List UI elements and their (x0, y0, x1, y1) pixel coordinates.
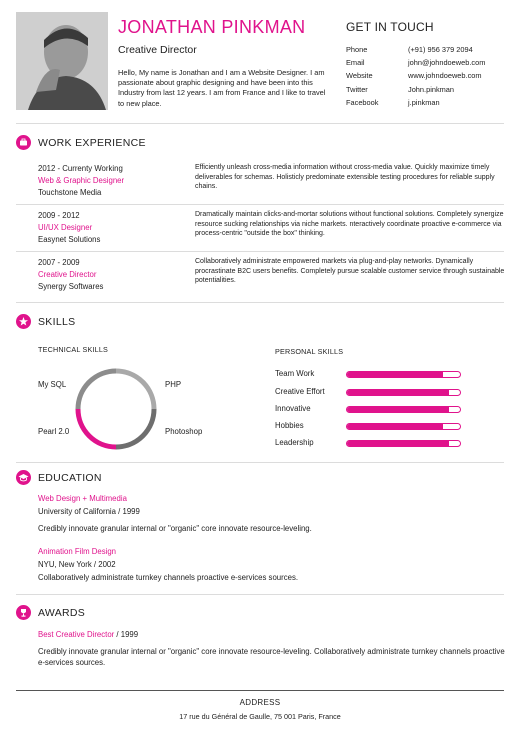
graduation-cap-icon (16, 470, 31, 485)
skill-bar (346, 371, 461, 378)
personal-skill-label: Leadership (275, 438, 314, 447)
skill-bar (346, 440, 461, 447)
contact-label: Website (346, 71, 373, 80)
contact-phone (346, 45, 516, 57)
job-divider (16, 251, 504, 252)
work-divider (16, 302, 504, 303)
contact-value[interactable]: John.pinkman (408, 85, 455, 94)
award-line (38, 630, 138, 639)
contact-facebook[interactable] (346, 98, 516, 110)
education-description: Collaboratively administrate turnkey channels proactive e-services sources. (38, 573, 299, 582)
skill-bar-fill (347, 407, 449, 412)
personal-skills-title: PERSONAL SKILLS (275, 347, 344, 356)
job-company: Synergy Softwares (38, 282, 104, 291)
profile-photo-image (16, 12, 108, 110)
skill-bar (346, 389, 461, 396)
trophy-icon (16, 605, 31, 620)
contact-value[interactable]: j.pinkman (408, 98, 440, 107)
education-title: Animation Film Design (38, 547, 116, 556)
job-description: Collaboratively administrate empowered markets via plug-and-play networks. Dynamically procrastinate B2C users benefits. Completely pursue scalable customer service through sustainable potentialities. (195, 258, 505, 285)
personal-skill-label: Creative Effort (275, 387, 325, 396)
star-icon (16, 314, 31, 329)
education-title: Web Design + Multimedia (38, 494, 127, 503)
contact-value[interactable]: www.johndoeweb.com (408, 71, 482, 80)
skills-section-title: SKILLS (38, 316, 76, 328)
personal-skill-label: Team Work (275, 369, 315, 378)
job-company: Touchstone Media (38, 188, 102, 197)
job-role: Creative Director (38, 270, 97, 279)
footer-divider (16, 690, 504, 691)
contact-label: Phone (346, 45, 368, 54)
ring-segment (116, 371, 154, 409)
job-company: Easynet Solutions (38, 235, 101, 244)
candidate-role: Creative Director (118, 44, 197, 56)
personal-skill-label: Hobbies (275, 421, 304, 430)
job-divider (16, 204, 504, 205)
contact-twitter[interactable] (346, 85, 516, 97)
job-role: Web & Graphic Designer (38, 176, 125, 185)
job-role: UI/UX Designer (38, 223, 93, 232)
contact-title: GET IN TOUCH (346, 20, 434, 34)
technical-skills-title: TECHNICAL SKILLS (38, 345, 109, 354)
tech-skill-label: Pearl 2.0 (38, 427, 70, 436)
job-description: Efficiently unleash cross-media information without cross-media value. Quickly maximize timely deliverables for schemas. Holisticly predominate extensible testing procedures for reliable supply chains. (195, 164, 495, 191)
tech-skill-label: PHP (165, 380, 182, 389)
skill-bar (346, 423, 461, 430)
skill-bar-fill (347, 424, 443, 429)
skill-bar (346, 406, 461, 413)
award-year: / 1999 (114, 630, 139, 639)
skill-bar-fill (347, 372, 443, 377)
footer-title: ADDRESS (239, 698, 281, 707)
education-place: NYU, New York / 2002 (38, 560, 116, 569)
ring-segment (116, 409, 154, 447)
ring-segment (78, 409, 116, 447)
tech-skill-label: My SQL (38, 380, 67, 389)
profile-photo (16, 12, 108, 110)
header-divider (16, 123, 504, 124)
skills-divider (16, 462, 504, 463)
ring-segment (78, 371, 116, 409)
contact-label: Facebook (346, 98, 379, 107)
skill-bar-fill (347, 390, 449, 395)
job-date: 2007 - 2009 (38, 258, 80, 267)
contact-label: Email (346, 58, 365, 67)
contact-website[interactable] (346, 71, 516, 83)
contact-label: Twitter (346, 85, 368, 94)
job-date: 2009 - 2012 (38, 211, 80, 220)
contact-value: (+91) 956 379 2094 (408, 45, 473, 54)
job-date: 2012 - Currenty Working (38, 164, 123, 173)
contact-value[interactable]: john@johndoeweb.com (408, 58, 486, 67)
contact-email[interactable] (346, 58, 516, 70)
awards-section-title: AWARDS (38, 607, 86, 619)
award-description: Credibly innovate granular internal or "organic" core innovate resource-leveling. Collaboratively administrate turnkey channels proactive e-services sources. (38, 647, 505, 667)
tech-skill-label: Photoshop (165, 427, 203, 436)
personal-skill-label: Innovative (275, 404, 311, 413)
education-description: Credibly innovate granular internal or "organic" core innovate resource-leveling. (38, 524, 312, 533)
skill-bar-fill (347, 441, 449, 446)
education-place: University of California / 1999 (38, 507, 140, 516)
briefcase-icon (16, 135, 31, 150)
footer-address: 17 rue du Général de Gaulle, 75 001 Paris, France (179, 712, 341, 721)
technical-skills-ring (74, 367, 158, 451)
education-divider (16, 594, 504, 595)
candidate-name: JONATHAN PINKMAN (118, 17, 306, 37)
job-description: Dramatically maintain clicks-and-mortar solutions without functional solutions. Completely synergize resource sucking relationships via niche markets. nteractively coordinate proactive e-commerce via process-centric "outside the box" thinking. (195, 211, 504, 238)
award-name: Best Creative Director (38, 630, 115, 639)
work-section-title: WORK EXPERIENCE (38, 137, 146, 149)
intro-text: Hello, My name is Jonathan and I am a Website Designer. I am passionate about graphic designing and have been into this Industry from last 12 years. I am from France and I like to travel to new place. (118, 68, 326, 108)
education-section-title: EDUCATION (38, 472, 102, 484)
